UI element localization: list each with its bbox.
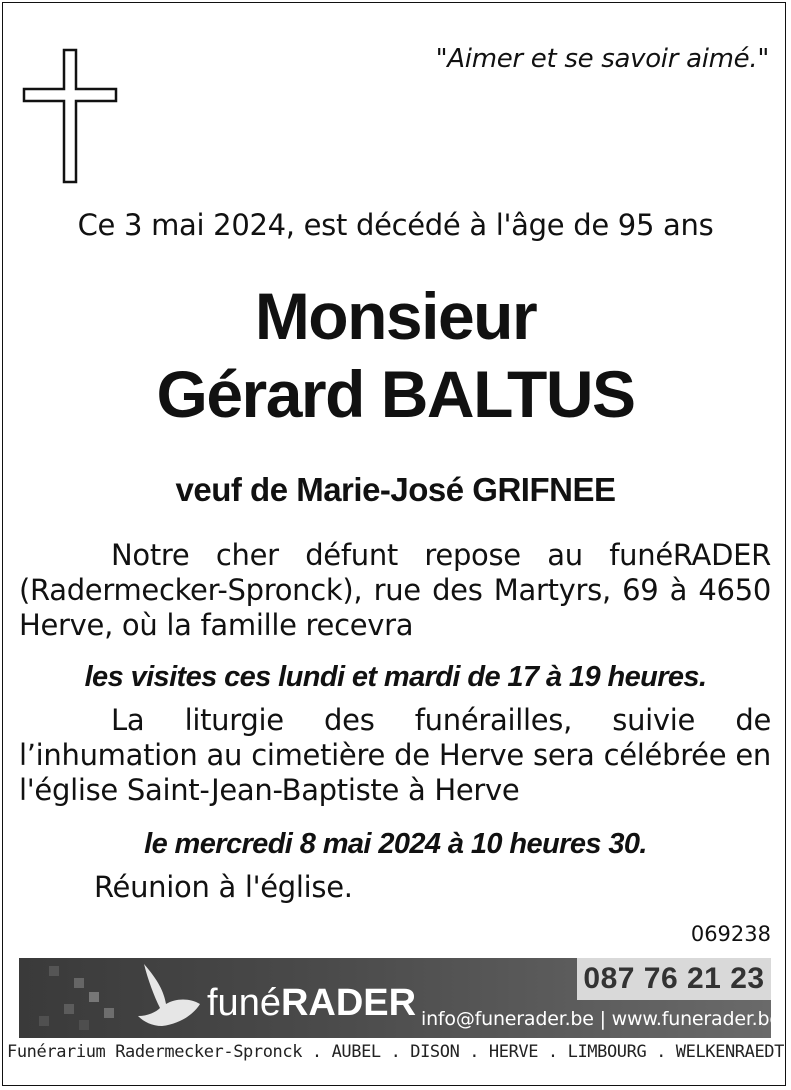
repose-paragraph: Notre cher défunt repose au funéRADER (Radermecker-Spronck), rue des Martyrs, 69 à 4650 Herve, où la famille recevra xyxy=(19,538,771,642)
funerader-logo: funéRADER xyxy=(207,982,417,1024)
phone-number: 087 76 21 23 xyxy=(577,958,771,1000)
death-announcement: Ce 3 mai 2024, est décédé à l'âge de 95 ans xyxy=(77,208,714,242)
liturgy-paragraph: La liturgie des funérailles, suivie de l’inhumation au cimetière de Herve sera célébrée en l'église Saint-Jean-Baptiste à Herve xyxy=(19,703,771,807)
reference-number: 069238 xyxy=(690,922,771,946)
pixel-pattern-icon xyxy=(19,958,139,1038)
visits-info: les visites ces lundi et mardi de 17 à 19 heures. xyxy=(84,661,707,693)
widow-of: veuf de Marie-José GRIFNEE xyxy=(175,471,616,508)
reunion-note: Réunion à l'église. xyxy=(94,870,353,904)
cross-icon xyxy=(22,48,118,184)
title-honorific: Monsieur xyxy=(254,279,537,353)
funeral-home-banner xyxy=(19,958,781,1038)
locations-footer: Funérarium Radermecker-Spronck . AUBEL . DISON . HERVE . LIMBOURG . WELKENRAEDT xyxy=(7,1042,784,1062)
deceased-name: Gérard BALTUS xyxy=(156,357,635,431)
quote: "Aimer et se savoir aimé." xyxy=(435,44,769,74)
ceremony-date: le mercredi 8 mai 2024 à 10 heures 30. xyxy=(144,828,647,860)
contact-info: info@funerader.be | www.funerader.be xyxy=(421,1008,781,1030)
